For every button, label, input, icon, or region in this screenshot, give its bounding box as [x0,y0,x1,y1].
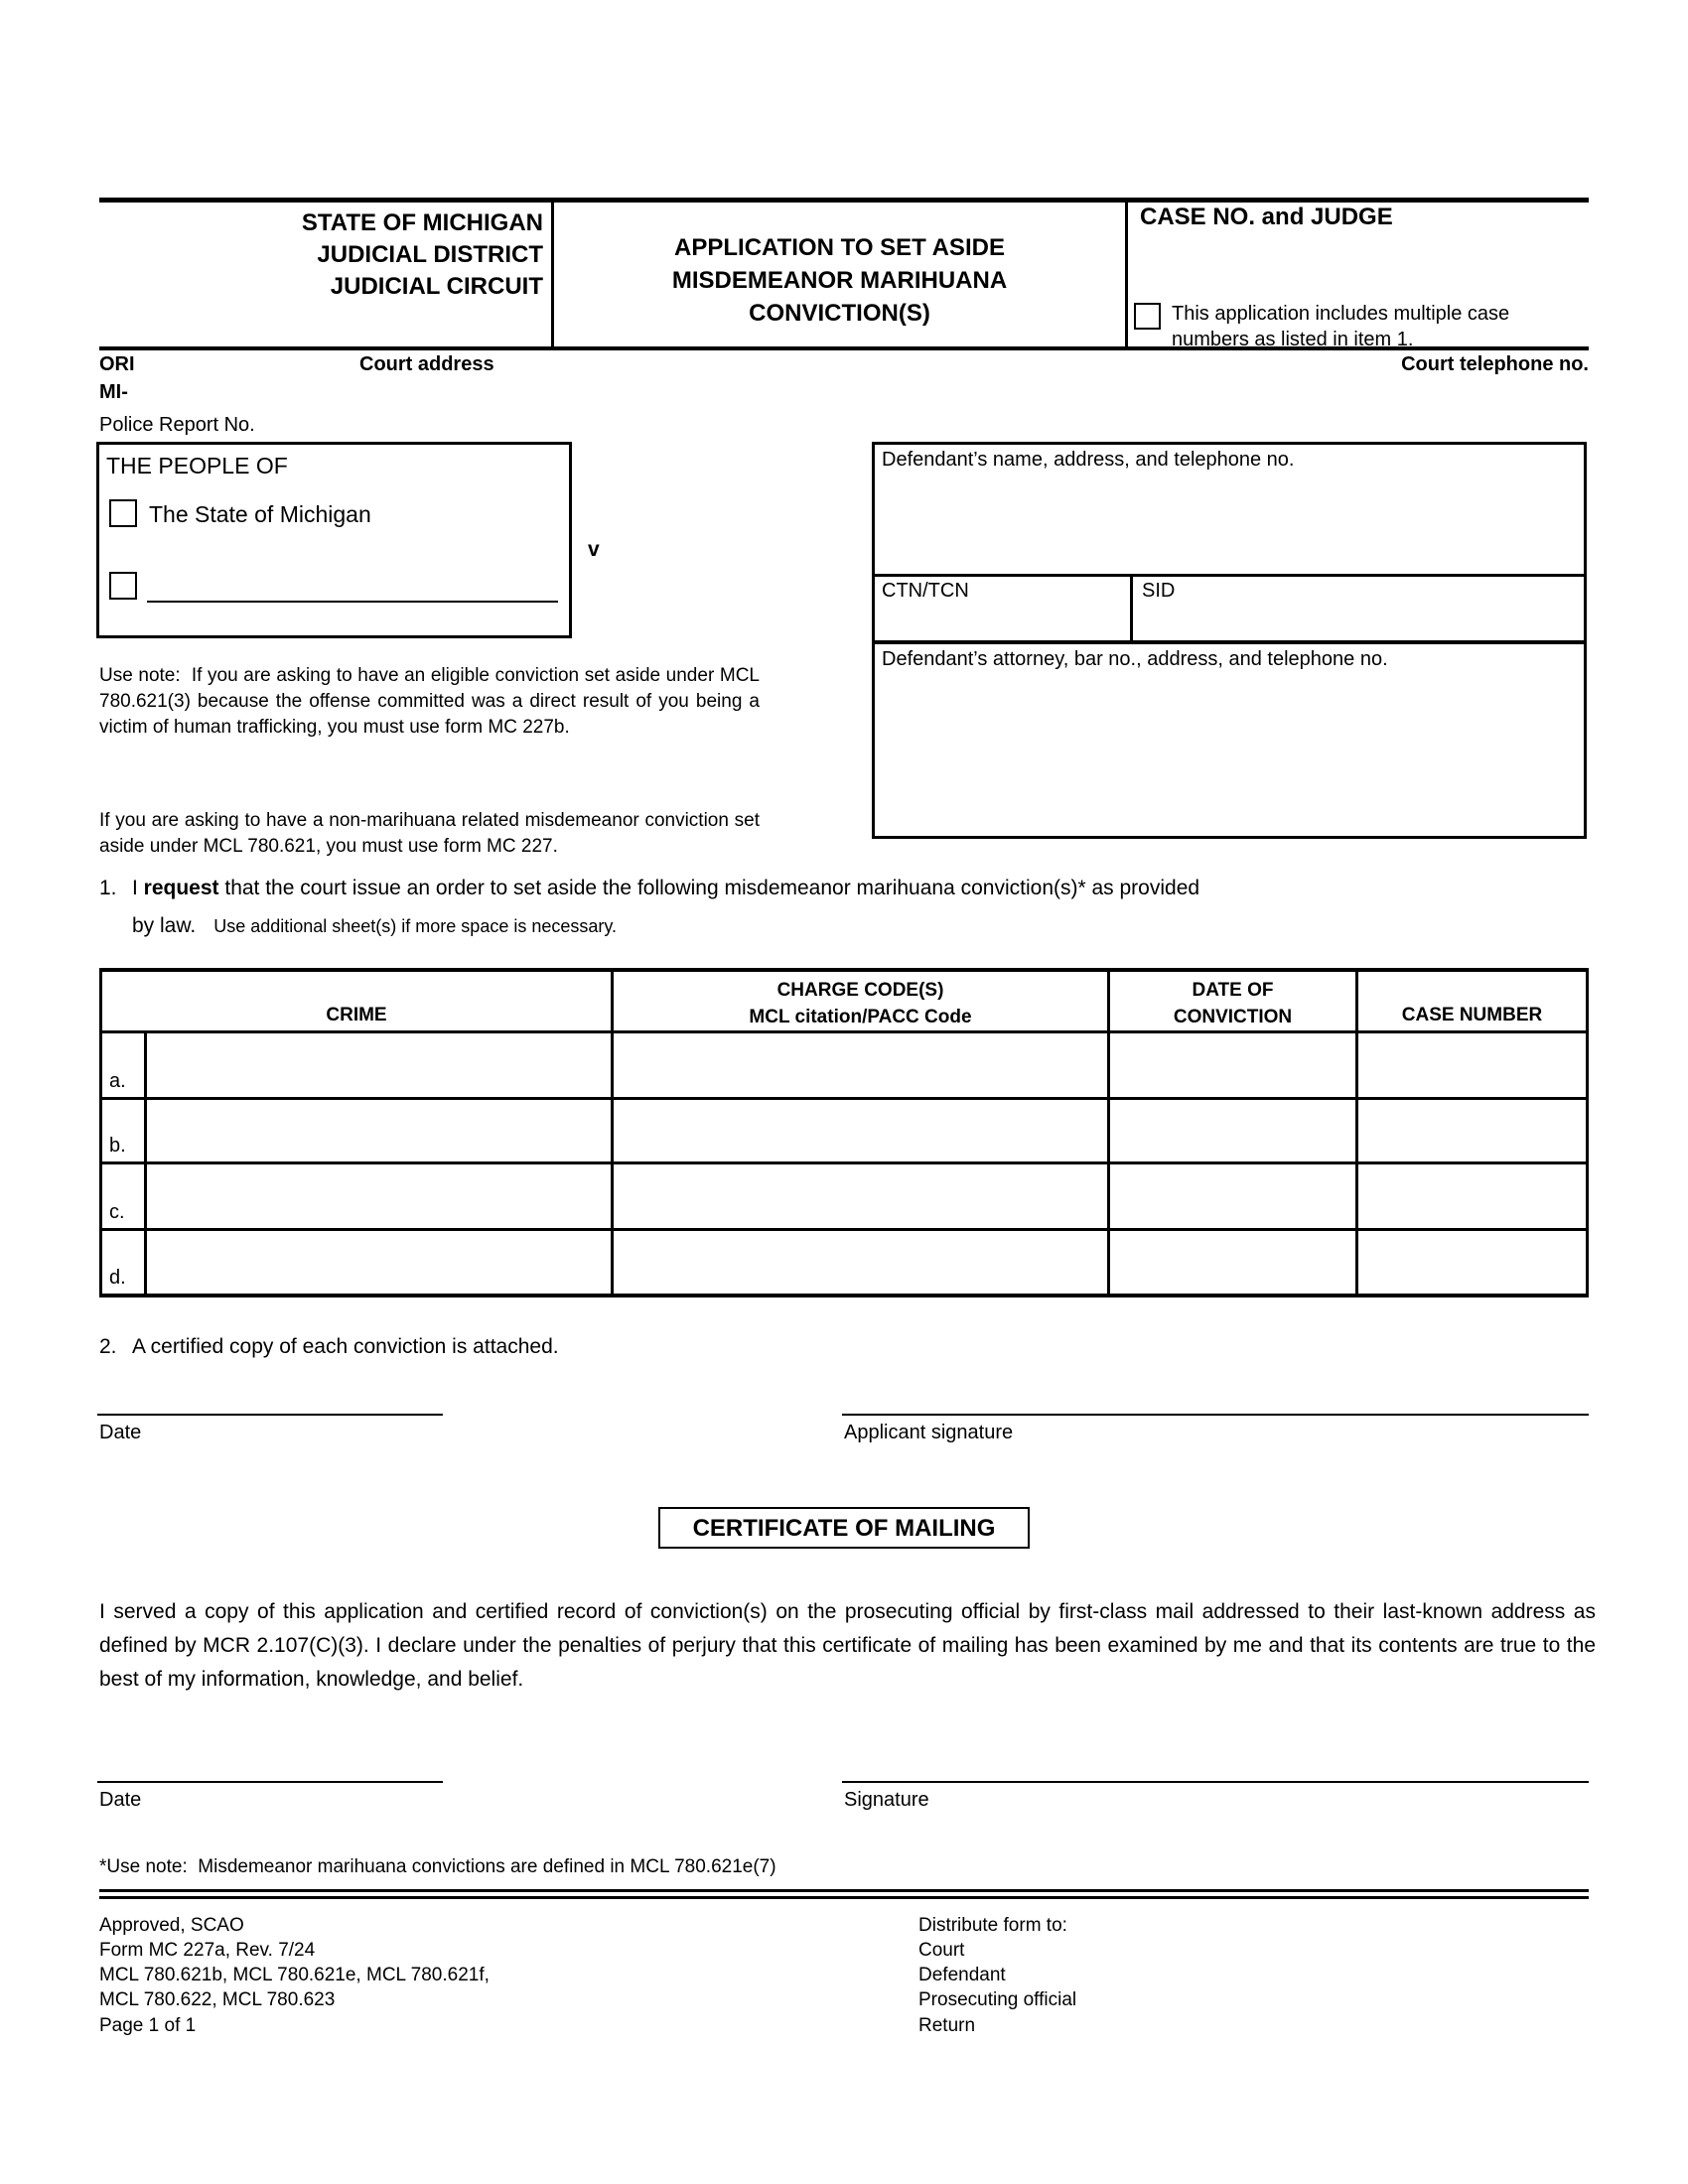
versus-label: v [588,538,600,561]
item1-pre: I [132,877,144,899]
other-plaintiff-field[interactable] [147,601,558,603]
footer-distribute-label: Distribute form to: [918,1915,1067,1936]
court-address-label: Court address [359,353,494,375]
footer-approved: Approved, SCAO [99,1915,244,1936]
cell-b-case-number[interactable] [1358,1100,1583,1159]
footer-mcl-line1: MCL 780.621b, MCL 780.621e, MCL 780.621f, [99,1965,490,1985]
use-note-2: If you are asking to have a non-marihuana related misdemeanor conviction set aside under MCL 780.621, you must use form MC 227. [99,810,760,857]
ori-label: ORI [99,353,135,375]
mi-prefix-label: MI- [99,381,128,403]
date-label-1: Date [99,1422,142,1443]
cell-d-crime[interactable] [147,1231,608,1291]
multiple-case-label: This application includes multiple case numbers as listed in item 1. [1172,303,1510,350]
court-line-state: STATE OF MICHIGAN [301,209,543,236]
police-report-label: Police Report No. [99,414,255,436]
footer-rule-bottom [99,1896,1589,1899]
case-no-judge-label: CASE NO. and JUDGE [1140,204,1393,230]
applicant-signature-line[interactable] [842,1414,1589,1416]
table-bottom-border [99,1294,1589,1297]
defendant-attorney-field[interactable] [876,677,1583,834]
cell-d-case-number[interactable] [1358,1231,1583,1291]
row-label-c: c. [109,1201,125,1223]
cell-c-date[interactable] [1110,1164,1352,1225]
header-divider-right [1125,198,1128,350]
footer-rule-top [99,1889,1589,1892]
item1-rest: that the court issue an order to set aside the following misdemeanor marihuana conviction(s)* as provided [218,877,1200,899]
sid-field[interactable] [1192,580,1579,637]
ctn-sid-divider [1130,574,1133,640]
court-name-block [99,207,543,303]
ctn-label: CTN/TCN [882,580,969,602]
defendant-name-label: Defendant’s name, address, and telephone no. [882,449,1295,471]
defendant-box-divider-2 [872,640,1587,644]
footer-distribute-prosecutor: Prosecuting official [918,1989,1077,2010]
table-header-crime: CRIME [326,1005,387,1025]
certificate-of-mailing-body: I served a copy of this application and certified record of conviction(s) on the prosecuting official by first-class mail addressed to their last-known address as defined by MCR 2.107(C)(3). I declare under the penalties of perjury that this certificate of mailing has been examined by me and that its contents are true to the best of my information, knowledge, and belief. [99,1600,1596,1691]
table-right-border [1586,968,1589,1297]
date-line-2[interactable] [97,1781,443,1783]
signature-label: Signature [844,1789,929,1811]
people-of-label: THE PEOPLE OF [106,453,288,478]
footer-distribute-return: Return [918,2015,976,2036]
cell-c-case-number[interactable] [1358,1164,1583,1225]
header-top-rule [99,198,1589,203]
police-report-field[interactable] [278,414,566,438]
cell-c-crime[interactable] [147,1164,608,1225]
item1-by-law: by law. [132,914,197,937]
row-label-d: d. [109,1267,126,1289]
defendant-attorney-label: Defendant’s attorney, bar no., address, and telephone no. [882,648,1388,670]
sid-label: SID [1142,580,1176,602]
ctn-field[interactable] [983,580,1127,637]
table-header-charge-code-line1: CHARGE CODE(S) [776,980,944,1001]
item1-additional-sheets-note: Use additional sheet(s) if more space is necessary. [213,916,618,936]
cell-a-case-number[interactable] [1358,1036,1583,1094]
table-top-border [99,968,1589,972]
multiple-case-checkbox[interactable] [1134,303,1161,330]
signature-line[interactable] [842,1781,1589,1783]
use-note-1: Use note: If you are asking to have an eligible conviction set aside under MCL 780.621(3) because the offense committed was a direct result of you being a victim of human trafficking, you must use form MC 227b. [99,665,760,738]
court-line-district: JUDICIAL DISTRICT [317,241,543,268]
other-plaintiff-checkbox[interactable] [109,572,137,600]
item2-text: A certified copy of each conviction is attached. [132,1335,559,1358]
cell-a-crime[interactable] [147,1036,608,1094]
cell-b-date[interactable] [1110,1100,1352,1159]
cell-a-date[interactable] [1110,1036,1352,1094]
court-line-circuit: JUDICIAL CIRCUIT [330,273,543,300]
table-header-date-line1: DATE OF [1192,980,1274,1001]
row-label-a: a. [109,1070,126,1092]
cell-b-crime[interactable] [147,1100,608,1159]
table-header-border [99,1030,1589,1033]
footer-mcl-line2: MCL 780.622, MCL 780.623 [99,1989,336,2010]
state-of-michigan-checkbox[interactable] [109,499,137,527]
defendant-name-field[interactable] [876,477,1583,571]
cell-d-date[interactable] [1110,1231,1352,1291]
item1-number: 1. [99,877,117,899]
certificate-of-mailing-title: CERTIFICATE OF MAILING [658,1507,1030,1549]
applicant-signature-label: Applicant signature [844,1422,1014,1443]
date-line-1[interactable] [97,1414,443,1416]
cell-a-charge-code[interactable] [614,1036,1104,1094]
table-header-case-number: CASE NUMBER [1401,1005,1543,1025]
item1-text-line2 [132,914,617,938]
case-no-judge-field[interactable] [1132,238,1584,298]
footer-distribute-court: Court [918,1940,965,1961]
ori-field[interactable] [144,381,323,405]
table-header-charge-code-line2: MCL citation/PACC Code [749,1007,972,1027]
row-label-b: b. [109,1135,126,1157]
cell-d-charge-code[interactable] [614,1231,1104,1291]
footer-page-number: Page 1 of 1 [99,2015,197,2036]
item1-request: request [143,877,219,899]
form-title [554,231,1125,330]
state-of-michigan-label: The State of Michigan [149,501,371,527]
table-header-charge-code [614,977,1107,1030]
footer-distribute-defendant: Defendant [918,1965,1006,1985]
form-title-line-2: MISDEMEANOR MARIHUANA [671,267,1008,294]
form-title-line-1: APPLICATION TO SET ASIDE [674,234,1005,261]
definition-footnote: *Use note: Misdemeanor marihuana convictions are defined in MCL 780.621e(7) [99,1856,776,1877]
table-header-date-line2: CONVICTION [1173,1007,1293,1027]
footer-form-number: Form MC 227a, Rev. 7/24 [99,1940,316,1961]
form-title-line-3: CONVICTION(S) [749,300,930,327]
court-telephone-label: Court telephone no. [1401,353,1589,375]
item2-number: 2. [99,1335,117,1358]
table-header-date-of-conviction [1110,977,1355,1030]
date-label-2: Date [99,1789,142,1811]
defendant-box-divider-1 [872,574,1587,577]
cell-b-charge-code[interactable] [614,1100,1104,1159]
item1-text-line1 [132,877,1542,900]
cell-c-charge-code[interactable] [614,1164,1104,1225]
